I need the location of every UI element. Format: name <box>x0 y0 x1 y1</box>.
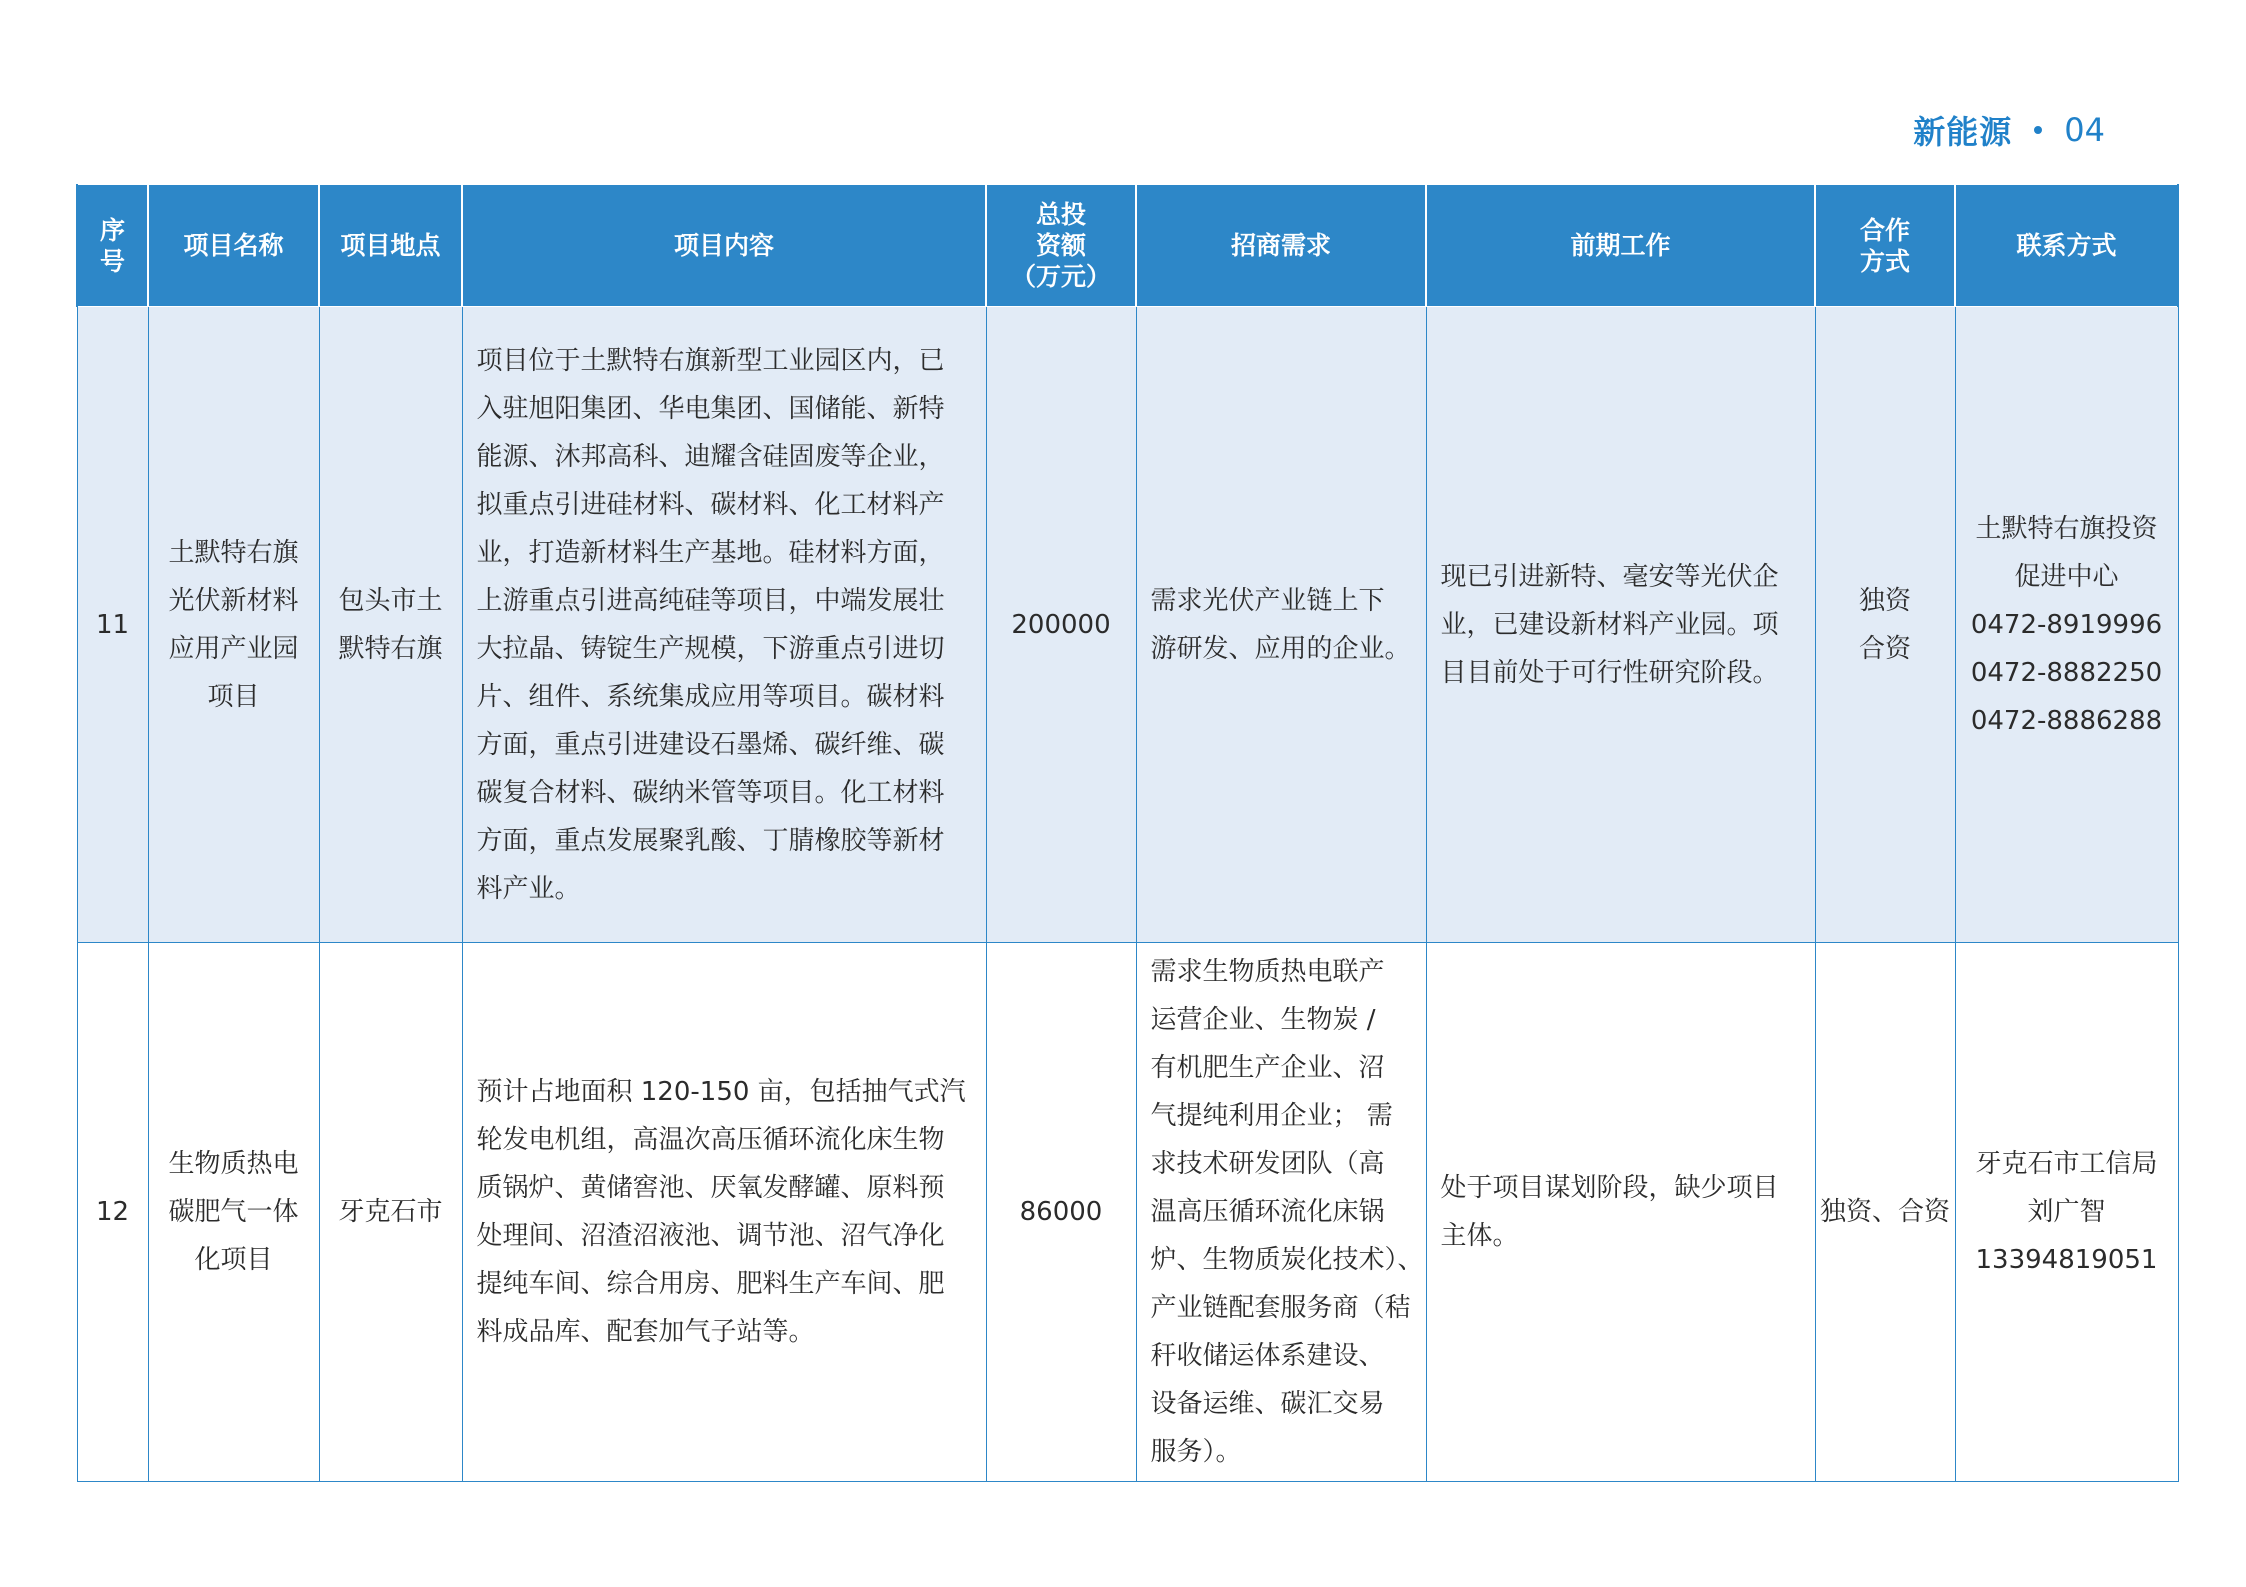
table-row <box>77 307 2178 943</box>
cell-line: 能源、沐邦高科、迪耀含硅固废等企业， <box>476 441 945 472</box>
cell-coop <box>1815 943 1955 1482</box>
cell-prework <box>1426 943 1815 1482</box>
cell-line: 设备运维、碳汇交易 <box>1150 1389 1385 1419</box>
cell-line: 有机肥生产企业、沼 <box>1150 1053 1385 1083</box>
section-header <box>1913 106 2105 154</box>
cell-line: 提纯车间、综合用房、肥料生产车间、肥 <box>476 1269 945 1299</box>
cell-line: 碳复合材料、碳纳米管等项目。化工材料 <box>476 777 945 808</box>
cell-line: 产业链配套服务商（秸 <box>1150 1293 1411 1323</box>
cell-content <box>462 307 986 943</box>
projects-table <box>76 184 2179 1482</box>
col-header-contact: 联系方式 <box>1955 185 2178 307</box>
cell-line: 生物质热电 <box>168 1149 299 1179</box>
cell-investment: 86000 <box>986 943 1136 1482</box>
cell-line: 0472-8919996 <box>1970 609 2163 640</box>
cell-line: 光伏新材料 <box>168 585 299 616</box>
cell-location <box>319 943 462 1482</box>
cell-line: 预计占地面积 120-150 亩，包括抽气式汽 <box>476 1077 966 1107</box>
cell-line: 方面，重点引进建设石墨烯、碳纤维、碳 <box>476 729 945 760</box>
cell-demand <box>1136 307 1426 943</box>
cell-line: 现已引进新特、毫安等光伏企 <box>1440 561 1779 592</box>
col-header-seq <box>77 185 148 307</box>
col-header-location: 项目地点 <box>319 185 462 307</box>
cell-line: 0472-8882250 <box>1970 657 2163 688</box>
table-header-row <box>77 185 2178 307</box>
cell-line: 土默特右旗 <box>168 537 299 568</box>
col-header-investment-line: 总投 <box>1035 200 1086 229</box>
cell-investment: 200000 <box>986 307 1136 943</box>
col-header-seq-line: 号 <box>99 246 125 276</box>
col-header-prework: 前期工作 <box>1426 185 1815 307</box>
cell-line: 项目 <box>207 681 260 712</box>
cell-name <box>148 943 319 1482</box>
cell-line: 需求生物质热电联产 <box>1150 957 1385 987</box>
col-header-coop-line: 合作 <box>1859 215 1910 245</box>
cell-line: 默特右旗 <box>338 633 443 664</box>
cell-line: 牙克石市工信局 <box>1975 1149 2158 1179</box>
cell-line: 项目位于土默特右旗新型工业园区内，已 <box>476 345 945 376</box>
col-header-demand: 招商需求 <box>1136 185 1426 307</box>
cell-line: 温高压循环流化床锅 <box>1150 1197 1385 1227</box>
cell-line: 目目前处于可行性研究阶段。 <box>1440 657 1779 688</box>
cell-line: 入驻旭阳集团、华电集团、国储能、新特 <box>476 393 945 424</box>
col-header-content: 项目内容 <box>462 185 986 307</box>
cell-line: 服务）。 <box>1150 1437 1242 1467</box>
cell-line: 运营企业、生物炭 / <box>1150 1005 1376 1035</box>
cell-line: 独资、合资 <box>1819 1197 1950 1227</box>
cell-line: 化项目 <box>194 1245 273 1275</box>
cell-line: 应用产业园 <box>168 633 299 664</box>
cell-line: 料产业。 <box>476 873 581 904</box>
cell-demand <box>1136 943 1426 1482</box>
cell-name <box>148 307 319 943</box>
cell-location <box>319 307 462 943</box>
cell-line: 包头市土 <box>338 585 443 616</box>
cell-coop <box>1815 307 1955 943</box>
cell-line: 上游重点引进高纯硅等项目，中端发展壮 <box>476 585 945 616</box>
col-header-investment-line: 资额 <box>1035 231 1086 260</box>
cell-line: 业，打造新材料生产基地。硅材料方面， <box>476 537 945 568</box>
cell-line: 料成品库、配套加气子站等。 <box>476 1317 815 1347</box>
col-header-name: 项目名称 <box>148 185 319 307</box>
cell-line: 土默特右旗投资 <box>1975 513 2158 544</box>
cell-prework <box>1426 307 1815 943</box>
col-header-investment-line: （万元） <box>1010 262 1111 291</box>
cell-line: 处于项目谋划阶段，缺少项目 <box>1440 1173 1779 1203</box>
cell-line: 大拉晶、铸锭生产规模，下游重点引进切 <box>476 633 945 664</box>
cell-line: 促进中心 <box>2014 561 2119 592</box>
cell-line: 碳肥气一体 <box>168 1197 299 1227</box>
page-number: 04 <box>2064 111 2105 149</box>
cell-line: 需求光伏产业链上下 <box>1150 585 1385 616</box>
cell-line: 刘广智 <box>2027 1197 2106 1227</box>
cell-line: 游研发、应用的企业。 <box>1150 633 1411 664</box>
col-header-coop <box>1815 185 1955 307</box>
cell-seq: 11 <box>77 307 148 943</box>
cell-contact <box>1955 943 2178 1482</box>
cell-line: 秆收储运体系建设、 <box>1150 1341 1385 1371</box>
cell-line: 求技术研发团队（高 <box>1150 1149 1385 1179</box>
cell-content <box>462 943 986 1482</box>
cell-seq: 12 <box>77 943 148 1482</box>
cell-line: 气提纯利用企业； 需 <box>1150 1101 1393 1131</box>
cell-line: 处理间、沼渣沼液池、调节池、沼气净化 <box>476 1221 945 1251</box>
cell-line: 炉、生物质炭化技术）、 <box>1150 1245 1424 1275</box>
cell-line: 独资 <box>1858 585 1911 616</box>
section-title: 新能源 <box>1913 113 2013 151</box>
cell-line: 方面，重点发展聚乳酸、丁腈橡胶等新材 <box>476 825 945 856</box>
separator-dot <box>2034 126 2042 134</box>
cell-line: 片、组件、系统集成应用等项目。碳材料 <box>476 681 945 712</box>
cell-line: 质锅炉、黄储窖池、厌氧发酵罐、原料预 <box>476 1173 945 1203</box>
cell-line: 合资 <box>1858 633 1911 664</box>
cell-line: 13394819051 <box>1975 1245 2158 1275</box>
cell-line: 主体。 <box>1440 1221 1519 1251</box>
cell-line: 业，已建设新材料产业园。项 <box>1440 609 1779 640</box>
cell-line: 轮发电机组，高温次高压循环流化床生物 <box>476 1125 945 1155</box>
col-header-coop-line: 方式 <box>1859 246 1910 276</box>
cell-contact <box>1955 307 2178 943</box>
table-row <box>77 943 2178 1482</box>
col-header-seq-line: 序 <box>99 215 125 245</box>
cell-line: 牙克石市 <box>338 1197 443 1227</box>
cell-line: 0472-8886288 <box>1970 705 2163 736</box>
col-header-investment <box>986 185 1136 307</box>
cell-line: 拟重点引进硅材料、碳材料、化工材料产 <box>476 489 945 520</box>
